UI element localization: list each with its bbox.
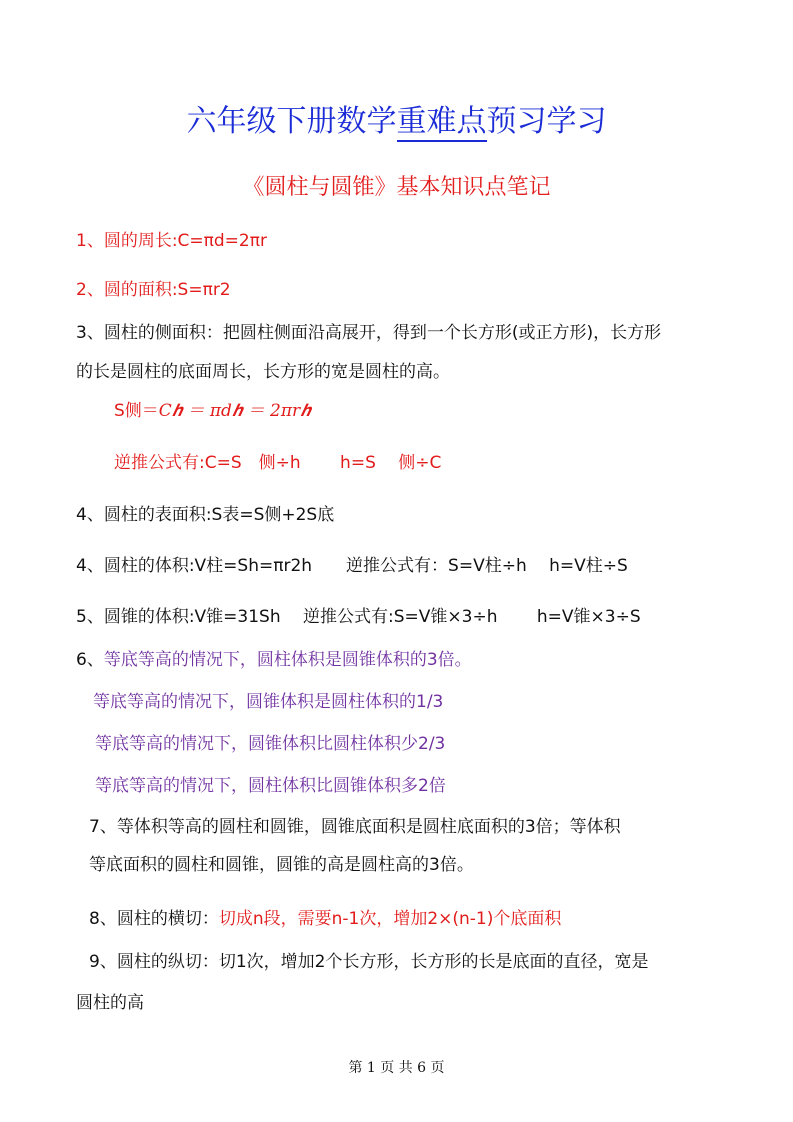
item-9-line-2: 圆柱的高 [76,993,144,1013]
item-6-line-1 [76,648,472,672]
item-6-line-3: 等底等高的情况下，圆锥体积比圆柱体积少2/3 [95,734,446,754]
item-6-line-2: 等底等高的情况下，圆锥体积是圆柱体积的1/3 [93,692,444,712]
title-part1: 六年级下册数学 [186,104,397,139]
page-title [0,100,793,144]
formula-body: C𝒉 ＝ πd𝒉 ＝ 2πr𝒉 [158,401,311,421]
title-underlined: 重难点 [397,104,487,142]
item-6-number: 6、 [76,650,104,670]
item-8 [89,907,561,931]
formula-prefix: S侧＝ [114,401,159,421]
item-9-line-1: 9、圆柱的纵切：切1次，增加2个长方形，长方形的长是底面的直径，宽是 [89,952,649,972]
item-3-line-2: 的长是圆柱的底面周长，长方形的宽是圆柱的高。 [76,362,450,382]
item-4-surface-area: 4、圆柱的表面积:S表=S侧+2S底 [76,505,335,525]
item-2: 2、圆的面积:S=πr2 [76,280,231,300]
item-6-text: 等底等高的情况下，圆柱体积是圆锥体积的3倍。 [103,650,472,670]
title-part2: 预习学习 [486,104,607,139]
item-7-line-2: 等底面积的圆柱和圆锥，圆锥的高是圆柱高的3倍。 [89,855,474,875]
item-8-prefix: 8、圆柱的横切： [89,909,219,929]
page-subtitle: 《圆柱与圆锥》基本知识点笔记 [242,175,551,200]
page-footer: 第 1 页 共 6 页 [348,1060,445,1076]
item-3-formula [114,399,310,423]
item-6-line-4: 等底等高的情况下，圆柱体积比圆锥体积多2倍 [95,776,446,796]
item-7-line-1: 7、等体积等高的圆柱和圆锥，圆锥底面积是圆柱底面积的3倍；等体积 [89,817,621,837]
item-3-reverse-formula: 逆推公式有:C=S 侧÷h h=S 侧÷C [114,453,442,473]
item-8-highlight: 切成n段，需要n-1次，增加2×(n-1)个底面积 [218,909,562,929]
item-5-cone-volume: 5、圆锥的体积:V锥=31Sh 逆推公式有:S=V锥×3÷h h=V锥×3÷S [76,607,641,627]
item-3-line-1: 3、圆柱的侧面积：把圆柱侧面沿高展开，得到一个长方形(或正方形)，长方形 [76,323,662,343]
item-4-volume: 4、圆柱的体积:V柱=Sh=πr2h 逆推公式有：S=V柱÷h h=V柱÷S [76,556,628,576]
item-1: 1、圆的周长:C=πd=2πr [76,231,267,251]
